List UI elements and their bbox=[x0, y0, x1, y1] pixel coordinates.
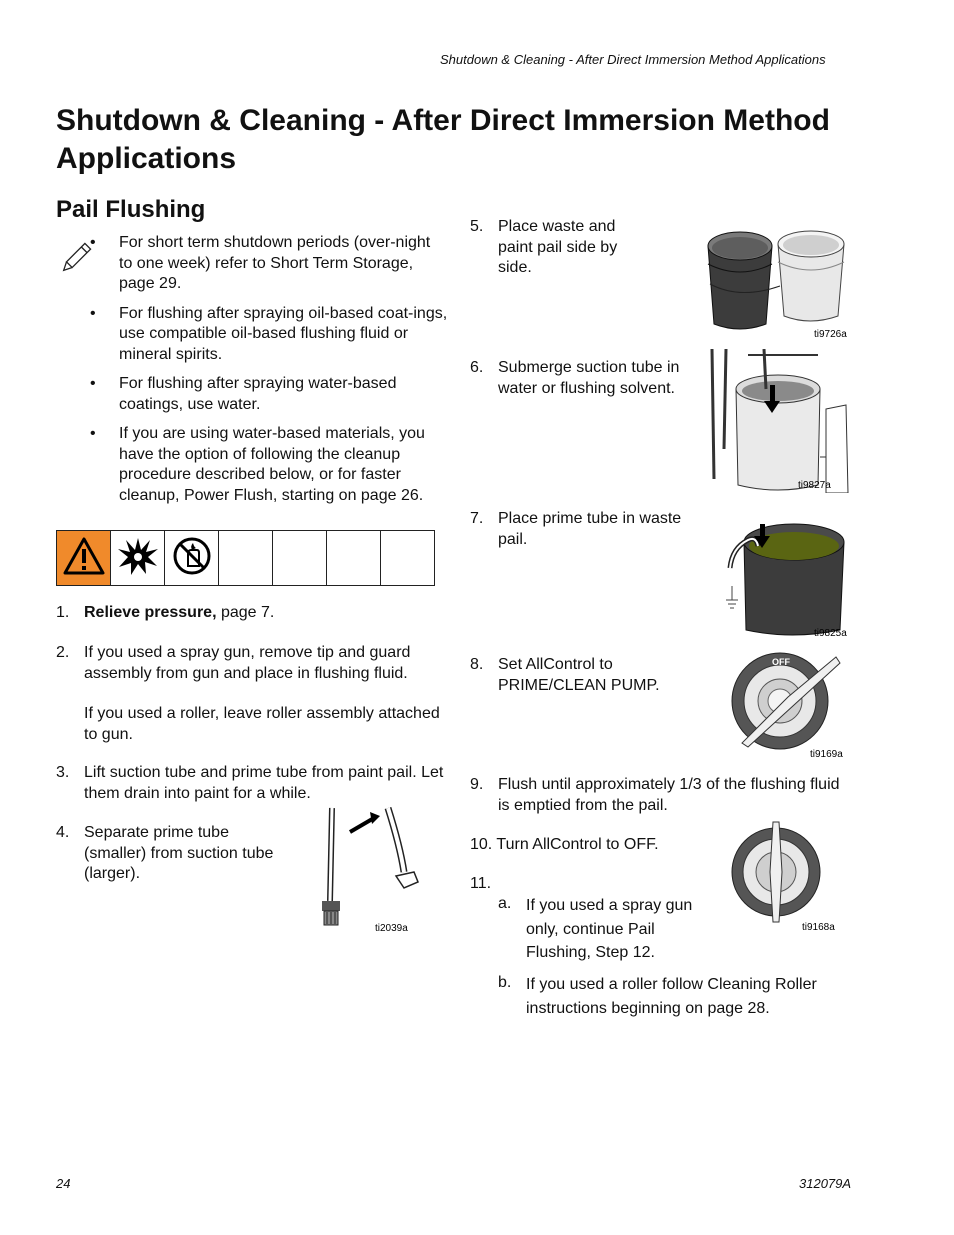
list-item: • For flushing after spraying oil-based coat-ings, use compatible oil-based flushing fluid or mineral spirits. bbox=[88, 304, 448, 366]
step-8: 8. Set AllControl to PRIME/CLEAN PUMP. bbox=[470, 656, 660, 694]
submerge-suction-tube-figure bbox=[708, 349, 853, 493]
step-3: 3. Lift suction tube and prime tube from paint pail. Let them drain into paint for a while. bbox=[56, 764, 444, 802]
step-11a-text: If you used a spray gun only, continue Pail Flushing, Step 12. bbox=[526, 897, 693, 961]
step-5: 5. Place waste and paint pail side by side. bbox=[470, 218, 618, 276]
explosion-icon bbox=[116, 534, 160, 578]
page-title: Shutdown & Cleaning - After Direct Immersion Method Applications bbox=[56, 104, 830, 175]
tube-separation-figure bbox=[318, 806, 428, 936]
list-item: • For flushing after spraying water-based coatings, use water. bbox=[88, 374, 448, 415]
prime-tube-in-waste-pail-figure bbox=[722, 512, 852, 640]
fig-label: ti9169a bbox=[810, 749, 843, 760]
no-open-flame-icon bbox=[172, 536, 212, 576]
step-4: 4. Separate prime tube (smaller) from suction tube (larger). bbox=[56, 824, 274, 882]
document-id: 312079A bbox=[799, 1176, 852, 1191]
fig-label: ti2039a bbox=[375, 923, 408, 934]
step-6: 6. Submerge suction tube in water or flushing solvent. bbox=[470, 359, 680, 397]
allcontrol-dial-prime-figure bbox=[724, 651, 854, 763]
warning-triangle-icon bbox=[62, 536, 106, 576]
empty-symbol-cell bbox=[381, 531, 435, 586]
two-pails-figure bbox=[700, 224, 855, 342]
empty-symbol-cell bbox=[219, 531, 273, 586]
list-item: • For short term shutdown periods (over-night to one week) refer to Short Term Storage, page 29. bbox=[88, 233, 448, 295]
running-header: Shutdown & Cleaning - After Direct Immersion Method Applications bbox=[440, 52, 826, 67]
step-11b-text: If you used a roller follow Cleaning Roller instructions beginning on page 28. bbox=[526, 976, 817, 1017]
note-pencil-icon bbox=[58, 242, 92, 276]
step-1: 1. Relieve pressure, page 7. bbox=[56, 604, 275, 621]
fig-label: ti9726a bbox=[814, 329, 847, 340]
fig-label: ti9825a bbox=[814, 628, 847, 639]
step-11: 11. a. If you used a spray gun only, continue Pail Flushing, Step 12. b. If you used a roller follow Cleaning Roller instructions beginning on page 28. bbox=[470, 874, 850, 895]
page-number: 24 bbox=[56, 1176, 71, 1191]
warning-triangle-cell bbox=[57, 531, 111, 586]
empty-symbol-cell bbox=[327, 531, 381, 586]
warning-symbol-table bbox=[56, 530, 435, 586]
step-2-text-b: If you used a roller, leave roller assembly attached to gun. bbox=[84, 705, 440, 743]
step-2-text-a: If you used a spray gun, remove tip and guard assembly from gun and place in flushing fluid. bbox=[84, 644, 411, 682]
step-7: 7. Place prime tube in waste pail. bbox=[470, 510, 682, 548]
step-2: 2. If you used a spray gun, remove tip and guard assembly from gun and place in flushing fluid. If you used a roller, leave roller assembly attached to gun. bbox=[56, 643, 446, 745]
dial-off-label: OFF bbox=[772, 657, 790, 667]
step-9: 9. Flush until approximately 1/3 of the flushing fluid is emptied from the pail. bbox=[470, 776, 840, 814]
list-item: • If you are using water-based materials, you have the option of following the cleanup procedure described below, or for faster cleanup, Power Flush, starting on page 26. bbox=[88, 424, 448, 506]
fig-label: ti9827a bbox=[798, 480, 831, 491]
section-heading: Pail Flushing bbox=[56, 196, 206, 223]
explosion-cell bbox=[111, 531, 165, 586]
empty-symbol-cell bbox=[273, 531, 327, 586]
step-1-bold: Relieve pressure, bbox=[84, 604, 217, 621]
fig-label: ti9168a bbox=[802, 922, 835, 932]
note-bullet-list bbox=[88, 233, 448, 515]
no-flame-cell bbox=[165, 531, 219, 586]
step-10: 10. Turn AllControl to OFF. bbox=[470, 836, 659, 853]
